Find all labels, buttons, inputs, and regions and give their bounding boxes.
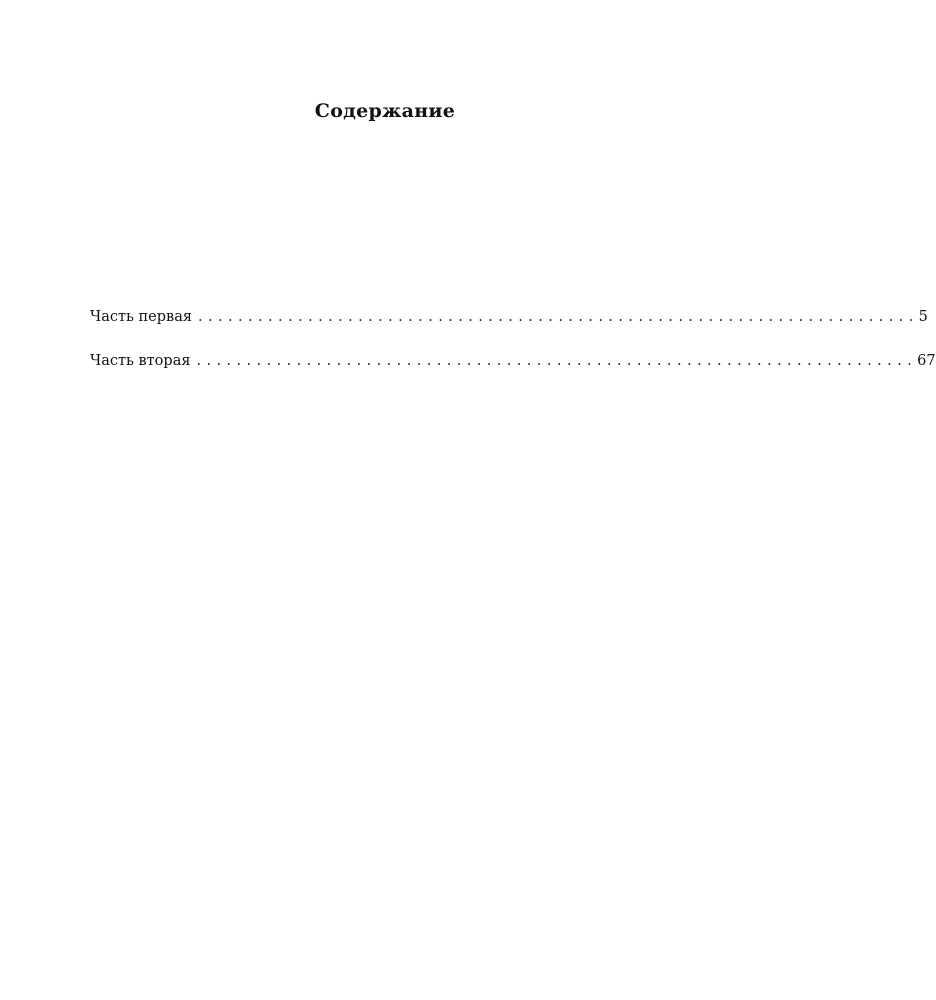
toc-dot-leader: ........................................................................ [197, 309, 919, 325]
toc-entry-label: Часть вторая [90, 353, 191, 369]
toc-entry-page-number: 67 [917, 353, 936, 369]
toc-entry-page-number: 5 [918, 309, 928, 325]
table-of-contents [90, 309, 936, 397]
toc-entry-part-two [90, 353, 936, 397]
toc-entry-label: Часть первая [90, 309, 192, 325]
toc-entry-part-one [90, 309, 928, 353]
page-title: Содержание [314, 100, 456, 122]
toc-dot-leader: ........................................................................ [196, 353, 918, 369]
